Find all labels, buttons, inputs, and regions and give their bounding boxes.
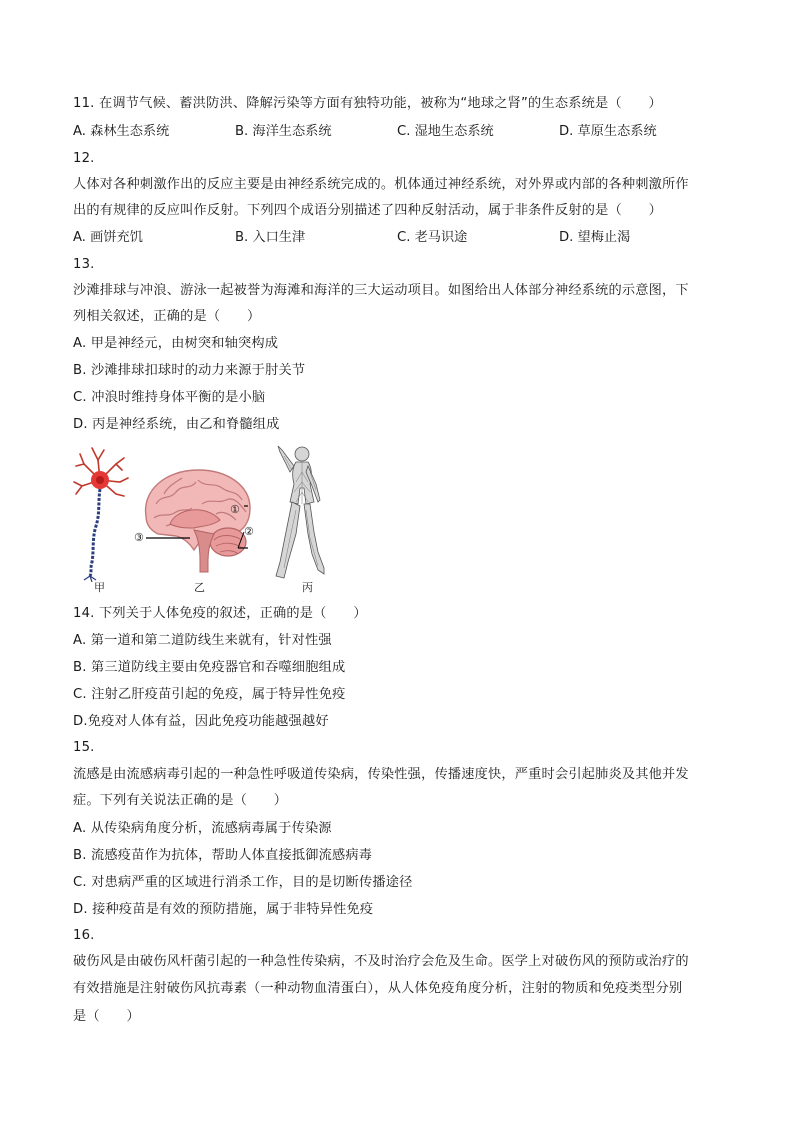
q13-stem-line-2: 列相关叙述，正确的是（ ） — [73, 309, 261, 324]
q14-option-c: C. 注射乙肝疫苗引起的免疫，属于特异性免疫 — [73, 687, 346, 702]
nervous-system-figure — [70, 442, 330, 597]
q16-stem-line-1: 破伤风是由破伤风杆菌引起的一种急性传染病，不及时治疗会危及生命。医学上对破伤风的预防或治疗的 — [73, 954, 689, 969]
q15-option-d: D. 接种疫苗是有效的预防措施，属于非特异性免疫 — [73, 902, 374, 917]
brain-marker-2: ② — [244, 525, 254, 538]
body-nervous-system-illustration — [274, 442, 326, 582]
q16-number: 16. — [73, 928, 95, 943]
q11-stem: 11. 在调节气候、蓄洪防洪、降解污染等方面有独特功能，被称为“地球之肾”的生态系统是（ ） — [73, 96, 662, 111]
q16-stem-line-2: 有效措施是注射破伤风抗毒素（一种动物血清蛋白），从人体免疫角度分析，注射的物质和免疫类型分别 — [73, 981, 683, 996]
q12-option-d: D. 望梅止渴 — [559, 230, 631, 245]
q11-option-b: B. 海洋生态系统 — [235, 124, 332, 139]
q13-stem-line-1: 沙滩排球与冲浪、游泳一起被誉为海滩和海洋的三大运动项目。如图给出人体部分神经系统的示意图，下 — [73, 283, 689, 298]
q14-option-d: D.免疫对人体有益，因此免疫功能越强越好 — [73, 714, 329, 729]
q12-option-a: A. 画饼充饥 — [73, 230, 143, 245]
q16-stem-line-3: 是（ ） — [73, 1009, 140, 1024]
q15-option-a: A. 从传染病角度分析，流感病毒属于传染源 — [73, 821, 332, 836]
q13-number: 13. — [73, 257, 95, 272]
q12-option-b: B. 入口生津 — [235, 230, 306, 245]
q15-option-b: B. 流感疫苗作为抗体，帮助人体直接抵御流感病毒 — [73, 848, 373, 863]
q14-stem: 14. 下列关于人体免疫的叙述，正确的是（ ） — [73, 606, 367, 621]
q11-option-a: A. 森林生态系统 — [73, 124, 170, 139]
q15-number: 15. — [73, 740, 95, 755]
q12-option-c: C. 老马识途 — [397, 230, 468, 245]
q13-option-a: A. 甲是神经元，由树突和轴突构成 — [73, 336, 279, 351]
q11-option-d: D. 草原生态系统 — [559, 124, 657, 139]
q13-option-b: B. 沙滩排球扣球时的动力来源于肘关节 — [73, 363, 306, 378]
q14-option-b: B. 第三道防线主要由免疫器官和吞噬细胞组成 — [73, 660, 346, 675]
q15-stem-line-1: 流感是由流感病毒引起的一种急性呼吸道传染病，传染性强，传播速度快，严重时会引起肺炎及其他并发 — [73, 767, 689, 782]
q12-number: 12. — [73, 151, 95, 166]
q15-option-c: C. 对患病严重的区域进行消杀工作，目的是切断传播途径 — [73, 875, 413, 890]
q11-option-c: C. 湿地生态系统 — [397, 124, 494, 139]
q13-option-d: D. 丙是神经系统，由乙和脊髓组成 — [73, 417, 280, 432]
q14-option-a: A. 第一道和第二道防线生来就有，针对性强 — [73, 633, 332, 648]
q12-stem-line-1: 人体对各种刺激作出的反应主要是由神经系统完成的。机体通过神经系统，对外界或内部的各种刺激所作 — [73, 177, 689, 192]
q12-stem-line-2: 出的有规律的反应叫作反射。下列四个成语分别描述了四种反射活动，属于非条件反射的是（ ） — [73, 203, 663, 218]
q15-stem-line-2: 症。下列有关说法正确的是（ ） — [73, 793, 288, 808]
brain-marker-3: ③ — [134, 531, 144, 544]
figure-label-jia: 甲 — [94, 581, 105, 594]
figure-label-bing: 丙 — [302, 581, 313, 594]
brain-marker-1: ① — [230, 503, 240, 516]
q13-option-c: C. 冲浪时维持身体平衡的是小脑 — [73, 390, 266, 405]
figure-label-yi: 乙 — [194, 581, 205, 594]
